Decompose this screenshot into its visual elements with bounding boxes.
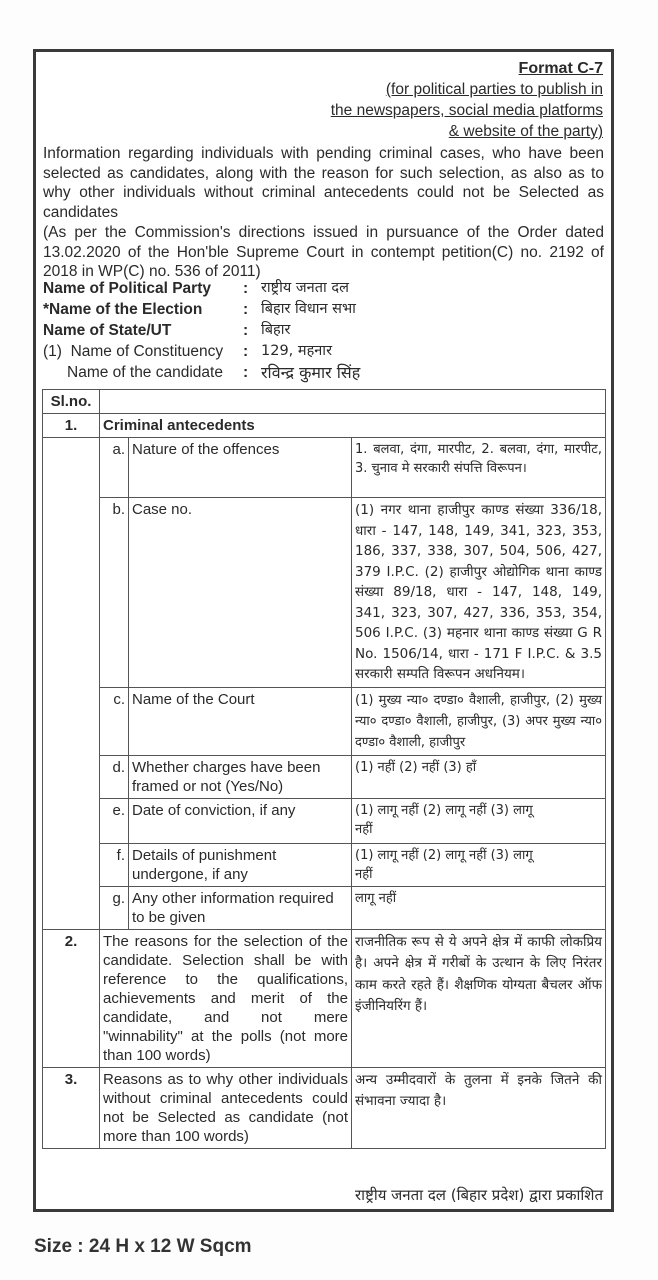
- election-value: बिहार विधान सभा: [261, 301, 356, 317]
- case-no-value: (1) नगर थाना हाजीपुर काण्ड संख्या 336/18, धारा - 147, 148, 149, 341, 323, 353, 186, 337, 338, 307, 504, 506, 427, 379 I.P.C. (2) हाजीपुर ओद्योगिक थाना काण्ड संख्या 89/18, धारा - 147, 148, 149, 341, 323, 307, 427, 336, 353, 354, 506 I.P.C. (3) महनार थाना काण्ड संख्या G R No. 1506/14, धारा - 171 F I.P.C. & 3.5 सरकारी सम्पति विरूपन अधनियम।: [352, 498, 606, 688]
- selection-reason-value: राजनीतिक रूप से ये अपने क्षेत्र में काफी लोकप्रिय है। अपने क्षेत्र में गरीबों के उत्थान के लिए निरंतर काम करते रहते हैं। शैक्षणिक योग्यता बैचलर ऑफ इंजीनियरिंग हैं।: [352, 929, 606, 1067]
- other-candidates-reason-label: Reasons as to why other individuals without criminal antecedents could not be Selected as candidate (not more than 100 words): [100, 1067, 352, 1148]
- table-row: c. Name of the Court (1) मुख्य न्या० दण्डा० वैशाली, हाजीपुर, (2) मुख्य न्या० दण्डा० वैशाली, हाजीपुर, (3) अपर मुख्य न्या० दण्डा० वैशाली, हाजीपुर: [43, 687, 606, 755]
- constituency-value: 129, महनार: [261, 343, 332, 359]
- table-row: a. Nature of the offences 1. बलवा, दंगा, मारपीट, 2. बलवा, दंगा, मारपीट, 3. चुनाव मे सरकारी संपत्ति विरूपन।: [43, 438, 606, 498]
- publisher-footer: राष्ट्रीय जनता दल (बिहार प्रदेश) द्वारा प्रकाशित: [355, 1186, 603, 1204]
- candidate-label: Name of the candidate: [67, 364, 223, 381]
- court-value: (1) मुख्य न्या० दण्डा० वैशाली, हाजीपुर, (2) मुख्य न्या० दण्डा० वैशाली, हाजीपुर, (3) अपर मुख्य न्या० दण्डा० वैशाली, हाजीपुर: [352, 687, 606, 755]
- punishment-value: (1) लागू नहीं (2) लागू नहीं (3) लागू नहीं: [352, 843, 606, 886]
- format-c7-notice: [33, 49, 614, 1212]
- intro-paragraph: Information regarding individuals with pending criminal cases, who have been selected as candidates, along with the reason for such selection, as also as to why other individuals without criminal antecedents could not be Selected as candidates: [43, 145, 604, 221]
- table-row: g. Any other information required to be given लागू नहीं: [43, 886, 606, 929]
- other-candidates-reason-value: अन्य उम्मीदवारों के तुलना में इनके जितने की संभावना ज्यादा है।: [352, 1067, 606, 1148]
- selection-reason-label: The reasons for the selection of the candidate. Selection shall be with reference to the qualifications, achievements and merit of the candidate, and not mere "winnability" at the polls (not more than 100 words): [100, 929, 352, 1067]
- table-header-row: [43, 390, 606, 414]
- charges-framed-value: (1) नहीं (2) नहीं (3) हाँ: [352, 755, 606, 798]
- section-title: Criminal antecedents: [100, 414, 606, 438]
- format-title: Format C-7: [518, 60, 603, 77]
- offences-value: 1. बलवा, दंगा, मारपीट, 2. बलवा, दंगा, मारपीट, 3. चुनाव मे सरकारी संपत्ति विरूपन।: [352, 438, 606, 498]
- state-label: Name of State/UT: [43, 322, 172, 339]
- section-1-header: 1. Criminal antecedents: [43, 414, 606, 438]
- size-note: Size : 24 H x 12 W Sqcm: [34, 1236, 252, 1257]
- state-value: बिहार: [261, 322, 291, 338]
- table-row: d. Whether charges have been framed or not (Yes/No) (1) नहीं (2) नहीं (3) हाँ: [43, 755, 606, 798]
- table-row: e. Date of conviction, if any (1) लागू नहीं (2) लागू नहीं (3) लागू नहीं: [43, 798, 606, 843]
- conviction-date-value: (1) लागू नहीं (2) लागू नहीं (3) लागू नहीं: [352, 798, 606, 843]
- party-label: Name of Political Party: [43, 280, 211, 297]
- commission-directions: (As per the Commission's directions issued in pursuance of the Order dated 13.02.2020 of the Hon'ble Supreme Court in contempt petition(C) no. 2192 of 2018 in WP(C) no. 536 of 2011): [43, 224, 604, 280]
- table-row: f. Details of punishment undergone, if any (1) लागू नहीं (2) लागू नहीं (3) लागू नहीं: [43, 843, 606, 886]
- subtitle-line: & website of the party): [448, 123, 603, 140]
- party-row: Name of Political Party : राष्ट्रीय जनता दल: [43, 280, 349, 297]
- subtitle-line: the newspapers, social media platforms: [330, 102, 603, 119]
- other-info-value: लागू नहीं: [352, 886, 606, 929]
- subtitle-line: (for political parties to publish in: [385, 81, 603, 98]
- notice-header: [331, 58, 603, 142]
- criminal-antecedents-table: [42, 389, 606, 1149]
- constituency-row: (1) Name of Constituency : 129, महनार: [43, 343, 332, 360]
- state-row: Name of State/UT : बिहार: [43, 322, 291, 339]
- constituency-label: (1) Name of Constituency: [43, 343, 224, 360]
- election-row: *Name of the Election : बिहार विधान सभा: [43, 301, 356, 318]
- election-label: *Name of the Election: [43, 301, 203, 318]
- intro-text: [43, 144, 604, 282]
- section-2-row: 2. The reasons for the selection of the candidate. Selection shall be with reference to the qualifications, achievements and merit of the candidate, and not mere "winnability" at the polls (not more than 100 words) राजनीतिक रूप से ये अपने क्षेत्र में काफी लोकप्रिय है। अपने क्षेत्र में गरीबों के उत्थान के लिए निरंतर काम करते रहते हैं। शैक्षणिक योग्यता बैचलर ऑफ इंजीनियरिंग हैं।: [43, 929, 606, 1067]
- slno-header: Sl.no.: [43, 390, 100, 414]
- party-value: राष्ट्रीय जनता दल: [261, 280, 349, 296]
- candidate-row: Name of the candidate : रविन्द्र कुमार सिंह: [43, 362, 360, 383]
- table-row: b. Case no. (1) नगर थाना हाजीपुर काण्ड संख्या 336/18, धारा - 147, 148, 149, 341, 323, 353, 186, 337, 338, 307, 504, 506, 427, 379 I.P.C. (2) हाजीपुर ओद्योगिक थाना काण्ड संख्या 89/18, धारा - 147, 148, 149, 341, 323, 307, 427, 336, 353, 354, 506 I.P.C. (3) महनार थाना काण्ड संख्या G R No. 1506/14, धारा - 171 F I.P.C. & 3.5 सरकारी सम्पति विरूपन अधनियम।: [43, 498, 606, 688]
- section-3-row: 3. Reasons as to why other individuals without criminal antecedents could not be Selected as candidate (not more than 100 words) अन्य उम्मीदवारों के तुलना में इनके जितने की संभावना ज्यादा है।: [43, 1067, 606, 1148]
- candidate-value: रविन्द्र कुमार सिंह: [261, 363, 361, 382]
- candidate-meta: [43, 278, 360, 383]
